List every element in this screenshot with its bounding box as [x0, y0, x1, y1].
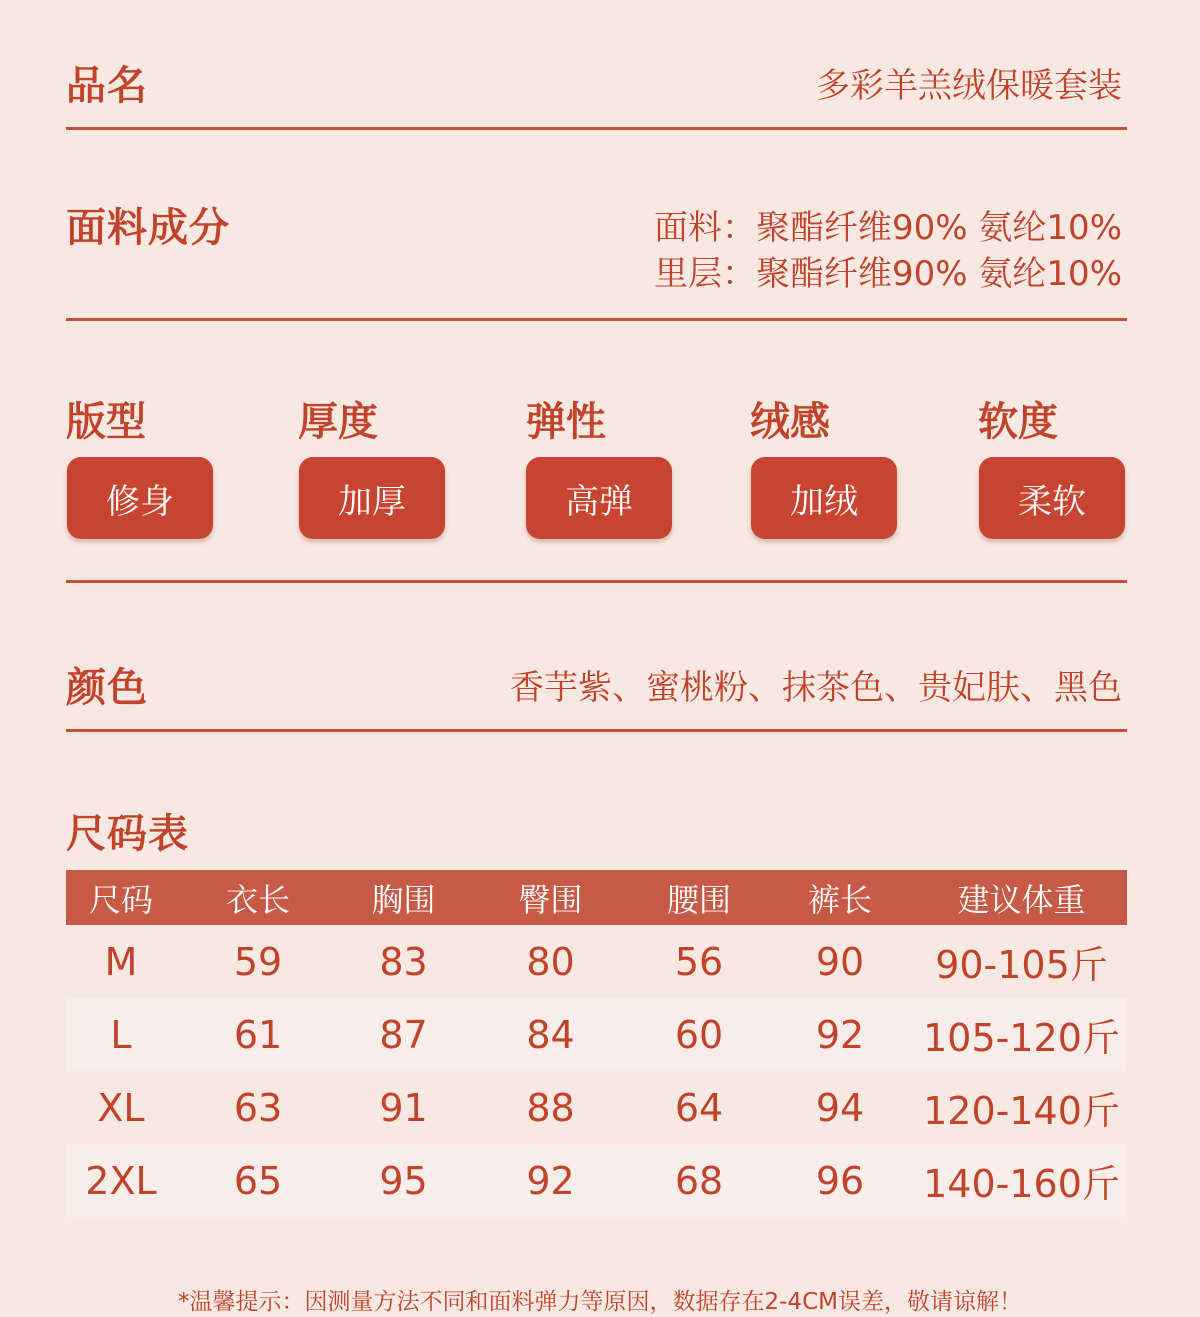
divider — [66, 580, 1127, 583]
table-cell: 96 — [815, 1158, 865, 1203]
table-cell: 84 — [526, 1012, 575, 1057]
table-cell: 65 — [233, 1158, 283, 1203]
table-cell: 105-120斤 — [923, 1016, 1120, 1060]
attr-title-elasticity: 弹性 — [526, 399, 606, 445]
attr-title-fit: 版型 — [66, 399, 146, 445]
table-cell: 92 — [526, 1158, 575, 1203]
attr-badge-fleece: 加绒 — [751, 457, 897, 539]
product-name-label: 品名 — [66, 63, 148, 109]
table-row — [66, 925, 1127, 998]
header-pants-length: 裤长 — [807, 880, 872, 919]
table-cell: 90 — [815, 939, 865, 984]
fabric-label: 面料成分 — [66, 205, 230, 251]
table-cell: 87 — [379, 1012, 428, 1057]
attr-badge-elasticity: 高弹 — [526, 457, 672, 539]
header-weight: 建议体重 — [957, 880, 1086, 919]
header-chest: 胸围 — [371, 880, 436, 919]
table-cell: XL — [97, 1085, 145, 1130]
table-cell: 68 — [674, 1158, 724, 1203]
attr-title-softness: 软度 — [978, 399, 1058, 445]
divider — [66, 318, 1127, 321]
table-row — [66, 1144, 1127, 1217]
table-cell: 63 — [233, 1085, 283, 1130]
table-cell: 95 — [379, 1158, 428, 1203]
fabric-line-outer: 面料：聚酯纤维90% 氨纶10% — [654, 208, 1122, 248]
size-chart-header-row — [66, 870, 1127, 925]
header-hip: 臀围 — [518, 880, 583, 919]
header-waist: 腰围 — [666, 880, 731, 919]
table-cell: 120-140斤 — [923, 1089, 1120, 1133]
table-cell: 88 — [526, 1085, 575, 1130]
table-cell: 64 — [674, 1085, 724, 1130]
table-cell: 59 — [233, 939, 283, 984]
divider — [66, 127, 1127, 130]
table-cell: 2XL — [85, 1158, 157, 1203]
header-length: 衣长 — [225, 880, 290, 919]
table-cell: 94 — [815, 1085, 865, 1130]
table-cell: 60 — [674, 1012, 724, 1057]
attr-badge-softness: 柔软 — [979, 457, 1125, 539]
table-cell: 61 — [233, 1012, 283, 1057]
size-chart-title: 尺码表 — [66, 811, 189, 857]
color-options-value: 香芋紫、蜜桃粉、抹茶色、贵妃肤、黑色 — [510, 668, 1122, 708]
table-cell: L — [110, 1012, 132, 1057]
measurement-note: *温馨提示：因测量方法不同和面料弹力等原因，数据存在2-4CM误差，敬请谅解！ — [178, 1289, 1022, 1315]
attr-title-fleece: 绒感 — [750, 399, 830, 445]
divider — [66, 729, 1127, 732]
table-cell: 91 — [379, 1085, 428, 1130]
attr-badge-fit: 修身 — [67, 457, 213, 539]
header-size: 尺码 — [88, 880, 153, 919]
color-label: 颜色 — [66, 665, 148, 711]
table-cell: 140-160斤 — [923, 1162, 1120, 1206]
attr-title-thickness: 厚度 — [298, 399, 378, 445]
attr-badge-thickness: 加厚 — [299, 457, 445, 539]
table-cell: 83 — [379, 939, 428, 984]
table-cell: 92 — [815, 1012, 865, 1057]
table-cell: 56 — [674, 939, 724, 984]
product-name-value: 多彩羊羔绒保暖套装 — [816, 66, 1122, 106]
fabric-line-lining: 里层：聚酯纤维90% 氨纶10% — [654, 254, 1122, 294]
table-cell: 80 — [526, 939, 575, 984]
table-cell: M — [104, 939, 138, 984]
table-row — [66, 1071, 1127, 1144]
table-cell: 90-105斤 — [935, 943, 1108, 987]
size-chart-table — [66, 870, 1127, 1217]
table-row — [66, 998, 1127, 1071]
